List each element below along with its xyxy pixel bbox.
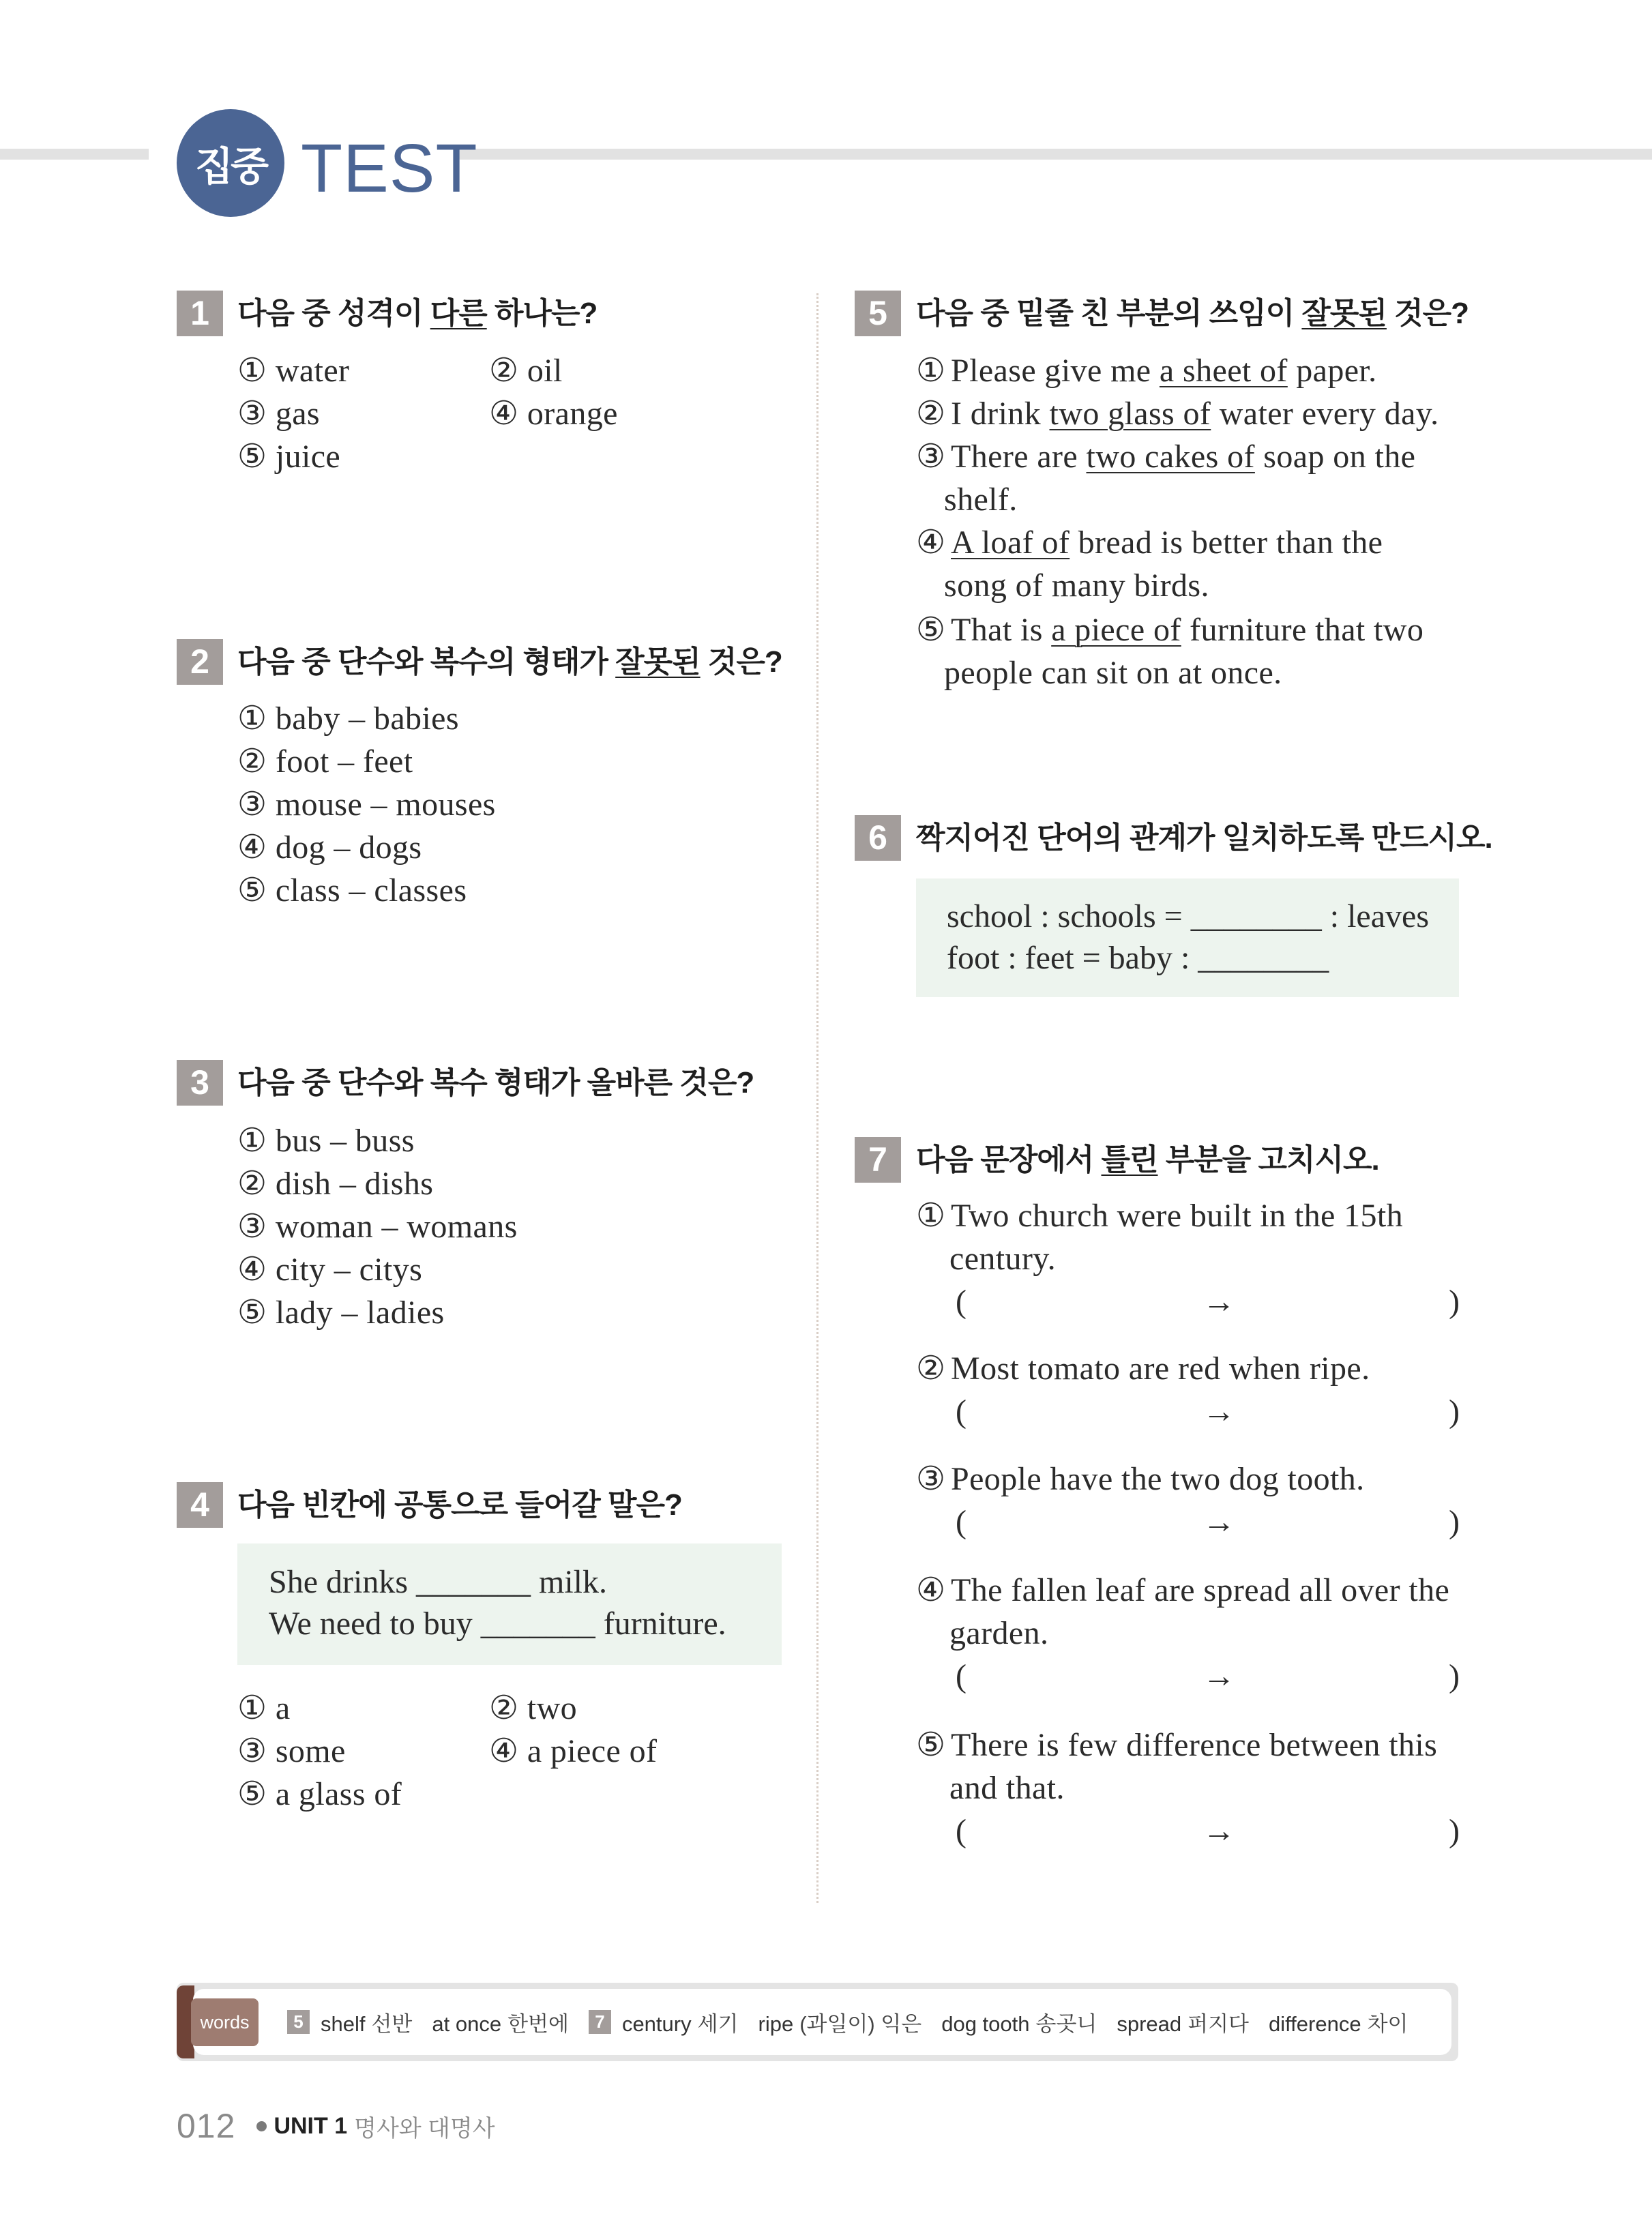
question-number: 2 (177, 639, 223, 685)
close-paren: ) (1449, 1658, 1460, 1694)
open-paren: ( (956, 1658, 967, 1694)
question-prompt (237, 291, 597, 336)
item-number: ① (916, 1198, 946, 1234)
question-prompt: 다음 빈칸에 공통으로 들어갈 말은? (237, 1488, 682, 1522)
item-number: ③ (916, 1461, 946, 1497)
prompt-text: 다음 문장에서 (916, 1143, 1102, 1177)
question-ref-badge: 5 (287, 2010, 310, 2034)
vocab-meaning: 차이 (1367, 2012, 1408, 2036)
choice: ③ woman – womans (237, 1209, 518, 1245)
arrow-icon: → (1203, 1504, 1236, 1540)
choice: ⑤ juice (237, 439, 341, 475)
sentence-continuation: and that. (949, 1770, 1065, 1806)
choice-text: paper. (1287, 353, 1377, 389)
underlined-phrase: a sheet of (1159, 353, 1288, 389)
prompt-text: 것은? (1386, 297, 1469, 330)
choice-continuation: people can sit on at once. (944, 655, 1282, 691)
answer-choices (237, 1687, 657, 1816)
vocab-term: century (621, 2012, 692, 2036)
choice: ③ some (237, 1733, 346, 1769)
answer-blank (916, 1280, 1460, 1323)
choice: ② two (489, 1690, 578, 1726)
section-badge (177, 109, 284, 217)
choice: ⑤ a glass of (237, 1776, 402, 1812)
question-number: 3 (177, 1060, 223, 1106)
choice-line (916, 521, 1383, 564)
header-rule-left (0, 149, 149, 160)
question-prompt: 다음 중 단수와 복수 형태가 올바른 것은? (237, 1066, 754, 1099)
word-pair-box (916, 878, 1459, 997)
vocab-term: at once (432, 2012, 502, 2036)
vocab-term: ripe (758, 2012, 794, 2036)
choice-line (916, 435, 1415, 478)
vocab-item (432, 2007, 569, 2037)
close-paren: ) (1449, 1504, 1460, 1540)
choice: ① baby – babies (237, 700, 459, 737)
prompt-text: 것은? (700, 645, 782, 679)
vocab-item (622, 2007, 739, 2037)
sentence-text: People have the two dog tooth. (951, 1461, 1365, 1497)
choice (916, 521, 1383, 607)
question-ref-badge: 7 (589, 2010, 611, 2034)
choice: ② dish – dishs (237, 1166, 434, 1202)
underlined-phrase: A loaf of (951, 525, 1070, 561)
page-number: 012 (177, 2107, 236, 2145)
choice-text: soap on the (1254, 439, 1416, 475)
choice: ④ orange (489, 396, 618, 432)
underlined-phrase: a piece of (1051, 612, 1181, 648)
choice-text: Please give me (951, 353, 1160, 389)
question-number: 1 (177, 291, 223, 336)
vocab-item (941, 2007, 1097, 2037)
unit-title: 명사와 대명사 (354, 2115, 495, 2142)
choice-number: ④ (916, 525, 946, 561)
question-number: 6 (855, 815, 901, 861)
sentence-line (916, 1194, 1403, 1237)
bullet-dot-icon (256, 2121, 267, 2131)
open-paren: ( (956, 1393, 967, 1430)
vocab-term: dog tooth (941, 2012, 1030, 2036)
question-prompt (237, 639, 782, 685)
arrow-icon: → (1203, 1813, 1236, 1849)
vocab-meaning: 한번에 (507, 2012, 569, 2036)
prompt-text: 다음 중 단수와 복수의 형태가 (237, 645, 616, 679)
choice: ① bus – buss (237, 1123, 415, 1159)
choice-text: I drink (951, 396, 1050, 432)
correction-item (916, 1569, 1460, 1698)
correction-item (916, 1347, 1460, 1433)
answer-choices (237, 349, 618, 478)
choice: ① water (237, 353, 350, 389)
open-paren: ( (956, 1504, 967, 1540)
choice: ② foot – feet (237, 743, 413, 780)
choice: ④ a piece of (489, 1733, 658, 1769)
page-footer (177, 2104, 495, 2148)
page-title: TEST (301, 130, 478, 207)
vocab-term: shelf (321, 2012, 366, 2036)
choice-text: furniture that two (1181, 612, 1424, 648)
sentence-continuation: garden. (949, 1615, 1049, 1651)
choice: ② oil (489, 353, 563, 389)
choice (916, 435, 1415, 521)
prompt-underlined-text: 잘못된 (1301, 297, 1387, 330)
sentence-continuation: century. (949, 1241, 1057, 1277)
choice-line (916, 608, 1424, 651)
sentence-text: There is few difference between this (951, 1727, 1438, 1763)
vocab-meaning: 선반 (371, 2012, 413, 2036)
vocab-meaning: (과일이) 익은 (799, 2012, 922, 2036)
open-paren: ( (956, 1813, 967, 1849)
answer-choices (237, 1119, 518, 1334)
choice-text: That is (951, 612, 1052, 648)
question-number: 5 (855, 291, 901, 336)
prompt-underlined-text: 다른 (430, 297, 487, 330)
arrow-icon: → (1203, 1393, 1236, 1430)
vocab-term: spread (1117, 2012, 1182, 2036)
vocab-meaning: 세기 (697, 2012, 739, 2036)
answer-blank (916, 1390, 1460, 1433)
choice-number: ③ (916, 439, 946, 475)
choice: ① a (237, 1690, 291, 1726)
word-pair-line: foot : feet = baby : ________ (947, 940, 1329, 976)
close-paren: ) (1449, 1813, 1460, 1849)
sentence-line (916, 1569, 1449, 1612)
sentence-line: She drinks _______ milk. (269, 1564, 608, 1600)
choice-text: water every day. (1211, 396, 1439, 432)
answer-blank (916, 1501, 1460, 1543)
underlined-phrase: two glass of (1049, 396, 1211, 432)
choice: ④ dog – dogs (237, 829, 422, 866)
sentence-line (916, 1458, 1365, 1501)
choice (916, 349, 1377, 392)
choice-number: ① (916, 353, 946, 389)
choice-line (916, 392, 1439, 435)
choice-number: ⑤ (916, 612, 946, 648)
vocab-item (758, 2007, 922, 2037)
vocabulary-label: words (191, 1998, 259, 2046)
sentence-text: The fallen leaf are spread all over the (951, 1572, 1450, 1608)
choice: ③ gas (237, 396, 321, 432)
correction-item (916, 1458, 1460, 1543)
word-pair-line: school : schools = ________ : leaves (947, 898, 1429, 934)
column-divider (816, 293, 818, 1903)
arrow-icon: → (1203, 1658, 1236, 1694)
vocab-item (1269, 2007, 1408, 2037)
vocab-item (321, 2007, 412, 2037)
choice-number: ② (916, 396, 946, 432)
open-paren: ( (956, 1284, 967, 1320)
close-paren: ) (1449, 1393, 1460, 1430)
underlined-phrase: two cakes of (1086, 439, 1255, 475)
unit-label: UNIT 1 (274, 2112, 348, 2139)
choice: ⑤ class – classes (237, 872, 467, 908)
sentence-box (237, 1543, 782, 1665)
choice-text: There are (951, 439, 1087, 475)
question-prompt (916, 1137, 1379, 1183)
choice-text: bread is better than the (1070, 525, 1383, 561)
vocabulary-list (287, 1989, 1447, 2055)
choice-continuation: song of many birds. (944, 567, 1209, 604)
answer-blank (916, 1809, 1460, 1852)
sentence-line: We need to buy _______ furniture. (269, 1606, 726, 1642)
sentence-text: Most tomato are red when ripe. (951, 1350, 1370, 1387)
correction-item (916, 1724, 1460, 1852)
item-number: ② (916, 1350, 946, 1387)
arrow-icon: → (1203, 1284, 1236, 1320)
sentence-text: Two church were built in the 15th (951, 1198, 1404, 1234)
vocab-meaning: 퍼지다 (1188, 2012, 1249, 2036)
question-prompt: 짝지어진 단어의 관계가 일치하도록 만드시오. (916, 821, 1492, 855)
vocab-item (1117, 2007, 1249, 2037)
prompt-text: 다음 중 성격이 (237, 297, 430, 330)
answer-choices (237, 697, 496, 912)
item-number: ⑤ (916, 1727, 946, 1763)
choice (916, 608, 1424, 694)
prompt-underlined-text: 틀린 (1101, 1143, 1158, 1177)
sentence-line (916, 1347, 1370, 1390)
sentence-line (916, 1724, 1437, 1767)
choice: ⑤ lady – ladies (237, 1295, 445, 1331)
section-badge-label: 집중 (194, 145, 267, 189)
question-number: 7 (855, 1137, 901, 1183)
prompt-underlined-text: 잘못된 (615, 645, 700, 679)
header-rule-right (456, 149, 1652, 160)
prompt-text: 다음 중 밑줄 친 부분의 쓰임이 (916, 297, 1302, 330)
vocab-meaning: 송곳니 (1035, 2012, 1097, 2036)
item-number: ④ (916, 1572, 946, 1608)
vocab-term: difference (1269, 2012, 1361, 2036)
choice: ④ city – citys (237, 1252, 423, 1288)
choice: ③ mouse – mouses (237, 786, 496, 823)
choice (916, 392, 1439, 435)
prompt-text: 하나는? (486, 297, 598, 330)
choice-continuation: shelf. (944, 482, 1018, 518)
close-paren: ) (1449, 1284, 1460, 1320)
question-prompt (916, 291, 1469, 336)
correction-item (916, 1194, 1460, 1323)
prompt-text: 부분을 고치시오. (1157, 1143, 1379, 1177)
question-number: 4 (177, 1482, 223, 1528)
answer-blank (916, 1655, 1460, 1698)
choice-line (916, 349, 1377, 392)
